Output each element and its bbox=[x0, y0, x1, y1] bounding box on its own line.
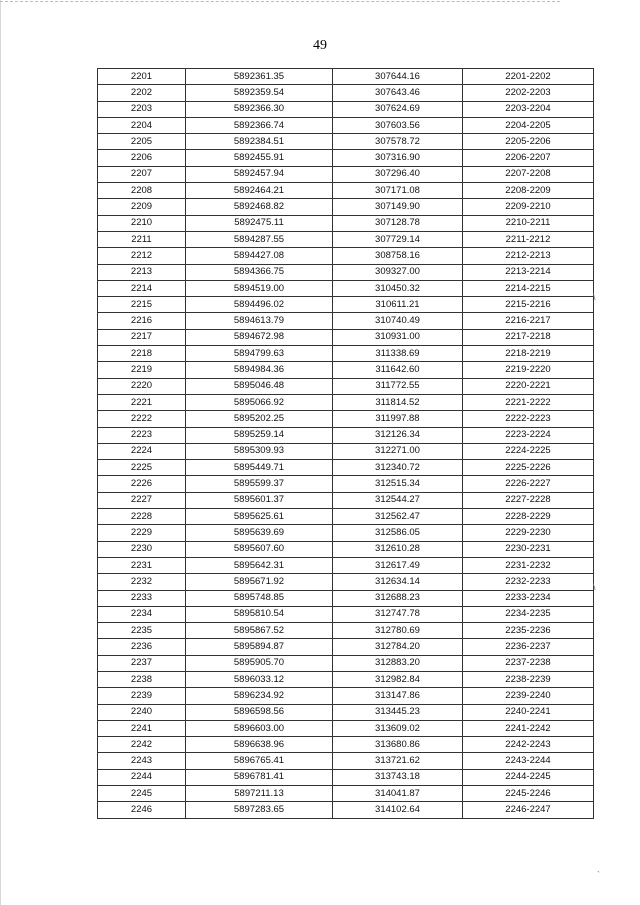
x-coordinate-cell: 5896234.92 bbox=[186, 688, 333, 704]
table-row bbox=[98, 215, 594, 231]
table-body bbox=[98, 69, 594, 819]
segment-cell: 2202-2203 bbox=[463, 85, 594, 101]
x-coordinate-cell: 5892455.91 bbox=[186, 150, 333, 166]
x-coordinate-cell: 5894519.00 bbox=[186, 280, 333, 296]
x-coordinate-cell: 5895046.48 bbox=[186, 378, 333, 394]
y-coordinate-cell: 311997.88 bbox=[333, 411, 463, 427]
y-coordinate-cell: 311338.69 bbox=[333, 346, 463, 362]
y-coordinate-cell: 311642.60 bbox=[333, 362, 463, 378]
point-number-cell: 2217 bbox=[98, 329, 186, 345]
x-coordinate-cell: 5894366.75 bbox=[186, 264, 333, 280]
segment-cell: 2214-2215 bbox=[463, 280, 594, 296]
segment-cell: 2228-2229 bbox=[463, 509, 594, 525]
table-row bbox=[98, 297, 594, 313]
x-coordinate-cell: 5894496.02 bbox=[186, 297, 333, 313]
y-coordinate-cell: 310450.32 bbox=[333, 280, 463, 296]
x-coordinate-cell: 5892366.30 bbox=[186, 101, 333, 117]
point-number-cell: 2230 bbox=[98, 541, 186, 557]
point-number-cell: 2246 bbox=[98, 802, 186, 818]
x-coordinate-cell: 5892361.35 bbox=[186, 69, 333, 85]
y-coordinate-cell: 307296.40 bbox=[333, 166, 463, 182]
segment-cell: 2237-2238 bbox=[463, 655, 594, 671]
point-number-cell: 2211 bbox=[98, 231, 186, 247]
point-number-cell: 2203 bbox=[98, 101, 186, 117]
segment-cell: 2208-2209 bbox=[463, 183, 594, 199]
point-number-cell: 2237 bbox=[98, 655, 186, 671]
table-row bbox=[98, 574, 594, 590]
y-coordinate-cell: 307729.14 bbox=[333, 231, 463, 247]
table-row bbox=[98, 166, 594, 182]
y-coordinate-cell: 312610.28 bbox=[333, 541, 463, 557]
x-coordinate-cell: 5895601.37 bbox=[186, 492, 333, 508]
y-coordinate-cell: 313721.62 bbox=[333, 753, 463, 769]
table-row bbox=[98, 378, 594, 394]
y-coordinate-cell: 314041.87 bbox=[333, 786, 463, 802]
y-coordinate-cell: 307578.72 bbox=[333, 134, 463, 150]
y-coordinate-cell: 309327.00 bbox=[333, 264, 463, 280]
y-coordinate-cell: 312780.69 bbox=[333, 623, 463, 639]
point-number-cell: 2227 bbox=[98, 492, 186, 508]
scan-mark: \ bbox=[593, 292, 596, 302]
x-coordinate-cell: 5895867.52 bbox=[186, 623, 333, 639]
point-number-cell: 2241 bbox=[98, 720, 186, 736]
segment-cell: 2239-2240 bbox=[463, 688, 594, 704]
table-row bbox=[98, 150, 594, 166]
y-coordinate-cell: 307643.46 bbox=[333, 85, 463, 101]
table-row bbox=[98, 264, 594, 280]
scan-mark: ` bbox=[597, 870, 600, 880]
x-coordinate-cell: 5895066.92 bbox=[186, 394, 333, 410]
point-number-cell: 2242 bbox=[98, 737, 186, 753]
y-coordinate-cell: 312784.20 bbox=[333, 639, 463, 655]
x-coordinate-cell: 5892468.82 bbox=[186, 199, 333, 215]
point-number-cell: 2244 bbox=[98, 769, 186, 785]
y-coordinate-cell: 313743.18 bbox=[333, 769, 463, 785]
table-row bbox=[98, 639, 594, 655]
segment-cell: 2220-2221 bbox=[463, 378, 594, 394]
segment-cell: 2211-2212 bbox=[463, 231, 594, 247]
point-number-cell: 2212 bbox=[98, 248, 186, 264]
table-row bbox=[98, 737, 594, 753]
table-row bbox=[98, 346, 594, 362]
table-row bbox=[98, 655, 594, 671]
point-number-cell: 2238 bbox=[98, 671, 186, 687]
y-coordinate-cell: 312544.27 bbox=[333, 492, 463, 508]
point-number-cell: 2229 bbox=[98, 525, 186, 541]
segment-cell: 2232-2233 bbox=[463, 574, 594, 590]
segment-cell: 2205-2206 bbox=[463, 134, 594, 150]
point-number-cell: 2222 bbox=[98, 411, 186, 427]
y-coordinate-cell: 312634.14 bbox=[333, 574, 463, 590]
point-number-cell: 2207 bbox=[98, 166, 186, 182]
x-coordinate-cell: 5896781.41 bbox=[186, 769, 333, 785]
x-coordinate-cell: 5892359.54 bbox=[186, 85, 333, 101]
segment-cell: 2215-2216 bbox=[463, 297, 594, 313]
x-coordinate-cell: 5892384.51 bbox=[186, 134, 333, 150]
y-coordinate-cell: 307603.56 bbox=[333, 117, 463, 133]
segment-cell: 2226-2227 bbox=[463, 476, 594, 492]
x-coordinate-cell: 5895259.14 bbox=[186, 427, 333, 443]
point-number-cell: 2216 bbox=[98, 313, 186, 329]
point-number-cell: 2209 bbox=[98, 199, 186, 215]
segment-cell: 2230-2231 bbox=[463, 541, 594, 557]
y-coordinate-cell: 307624.69 bbox=[333, 101, 463, 117]
point-number-cell: 2220 bbox=[98, 378, 186, 394]
point-number-cell: 2223 bbox=[98, 427, 186, 443]
segment-cell: 2201-2202 bbox=[463, 69, 594, 85]
point-number-cell: 2233 bbox=[98, 590, 186, 606]
y-coordinate-cell: 310931.00 bbox=[333, 329, 463, 345]
point-number-cell: 2219 bbox=[98, 362, 186, 378]
table-row bbox=[98, 541, 594, 557]
table-row bbox=[98, 492, 594, 508]
y-coordinate-cell: 311814.52 bbox=[333, 394, 463, 410]
x-coordinate-cell: 5895748.85 bbox=[186, 590, 333, 606]
y-coordinate-cell: 313445.23 bbox=[333, 704, 463, 720]
table-row bbox=[98, 688, 594, 704]
segment-cell: 2207-2208 bbox=[463, 166, 594, 182]
point-number-cell: 2224 bbox=[98, 443, 186, 459]
x-coordinate-cell: 5896033.12 bbox=[186, 671, 333, 687]
table-row bbox=[98, 248, 594, 264]
y-coordinate-cell: 313609.02 bbox=[333, 720, 463, 736]
table-row bbox=[98, 231, 594, 247]
table-row bbox=[98, 769, 594, 785]
segment-cell: 2229-2230 bbox=[463, 525, 594, 541]
x-coordinate-cell: 5895639.69 bbox=[186, 525, 333, 541]
segment-cell: 2238-2239 bbox=[463, 671, 594, 687]
segment-cell: 2241-2242 bbox=[463, 720, 594, 736]
segment-cell: 2219-2220 bbox=[463, 362, 594, 378]
x-coordinate-cell: 5895607.60 bbox=[186, 541, 333, 557]
point-number-cell: 2201 bbox=[98, 69, 186, 85]
x-coordinate-cell: 5892457.94 bbox=[186, 166, 333, 182]
y-coordinate-cell: 308758.16 bbox=[333, 248, 463, 264]
table-row bbox=[98, 509, 594, 525]
x-coordinate-cell: 5895202.25 bbox=[186, 411, 333, 427]
point-number-cell: 2232 bbox=[98, 574, 186, 590]
point-number-cell: 2202 bbox=[98, 85, 186, 101]
segment-cell: 2206-2207 bbox=[463, 150, 594, 166]
table-row bbox=[98, 525, 594, 541]
segment-cell: 2235-2236 bbox=[463, 623, 594, 639]
segment-cell: 2225-2226 bbox=[463, 460, 594, 476]
point-number-cell: 2214 bbox=[98, 280, 186, 296]
y-coordinate-cell: 307128.78 bbox=[333, 215, 463, 231]
table-row bbox=[98, 786, 594, 802]
table-row bbox=[98, 427, 594, 443]
y-coordinate-cell: 312883.20 bbox=[333, 655, 463, 671]
table-row bbox=[98, 394, 594, 410]
y-coordinate-cell: 307644.16 bbox=[333, 69, 463, 85]
segment-cell: 2243-2244 bbox=[463, 753, 594, 769]
segment-cell: 2234-2235 bbox=[463, 606, 594, 622]
point-number-cell: 2215 bbox=[98, 297, 186, 313]
point-number-cell: 2210 bbox=[98, 215, 186, 231]
table-row bbox=[98, 85, 594, 101]
segment-cell: 2210-2211 bbox=[463, 215, 594, 231]
point-number-cell: 2225 bbox=[98, 460, 186, 476]
point-number-cell: 2218 bbox=[98, 346, 186, 362]
segment-cell: 2216-2217 bbox=[463, 313, 594, 329]
point-number-cell: 2231 bbox=[98, 557, 186, 573]
point-number-cell: 2245 bbox=[98, 786, 186, 802]
segment-cell: 2240-2241 bbox=[463, 704, 594, 720]
point-number-cell: 2243 bbox=[98, 753, 186, 769]
x-coordinate-cell: 5895599.37 bbox=[186, 476, 333, 492]
point-number-cell: 2221 bbox=[98, 394, 186, 410]
segment-cell: 2242-2243 bbox=[463, 737, 594, 753]
segment-cell: 2217-2218 bbox=[463, 329, 594, 345]
table-row bbox=[98, 101, 594, 117]
segment-cell: 2233-2234 bbox=[463, 590, 594, 606]
y-coordinate-cell: 312586.05 bbox=[333, 525, 463, 541]
x-coordinate-cell: 5897283.65 bbox=[186, 802, 333, 818]
x-coordinate-cell: 5894984.36 bbox=[186, 362, 333, 378]
y-coordinate-cell: 312688.23 bbox=[333, 590, 463, 606]
y-coordinate-cell: 307316.90 bbox=[333, 150, 463, 166]
table-row bbox=[98, 117, 594, 133]
x-coordinate-cell: 5895309.93 bbox=[186, 443, 333, 459]
point-number-cell: 2235 bbox=[98, 623, 186, 639]
point-number-cell: 2234 bbox=[98, 606, 186, 622]
x-coordinate-cell: 5895894.87 bbox=[186, 639, 333, 655]
y-coordinate-cell: 313147.86 bbox=[333, 688, 463, 704]
table-row bbox=[98, 280, 594, 296]
y-coordinate-cell: 312126.34 bbox=[333, 427, 463, 443]
point-number-cell: 2213 bbox=[98, 264, 186, 280]
y-coordinate-cell: 312982.84 bbox=[333, 671, 463, 687]
y-coordinate-cell: 312562.47 bbox=[333, 509, 463, 525]
table-row bbox=[98, 671, 594, 687]
y-coordinate-cell: 307171.08 bbox=[333, 183, 463, 199]
scan-mark: \ bbox=[593, 582, 596, 592]
x-coordinate-cell: 5895905.70 bbox=[186, 655, 333, 671]
x-coordinate-cell: 5894613.79 bbox=[186, 313, 333, 329]
point-number-cell: 2208 bbox=[98, 183, 186, 199]
segment-cell: 2224-2225 bbox=[463, 443, 594, 459]
table-row bbox=[98, 69, 594, 85]
segment-cell: 2209-2210 bbox=[463, 199, 594, 215]
segment-cell: 2213-2214 bbox=[463, 264, 594, 280]
table-row bbox=[98, 460, 594, 476]
y-coordinate-cell: 314102.64 bbox=[333, 802, 463, 818]
table-row bbox=[98, 802, 594, 818]
x-coordinate-cell: 5892366.74 bbox=[186, 117, 333, 133]
y-coordinate-cell: 312747.78 bbox=[333, 606, 463, 622]
x-coordinate-cell: 5892475.11 bbox=[186, 215, 333, 231]
y-coordinate-cell: 311772.55 bbox=[333, 378, 463, 394]
x-coordinate-cell: 5895810.54 bbox=[186, 606, 333, 622]
table-row bbox=[98, 476, 594, 492]
x-coordinate-cell: 5896765.41 bbox=[186, 753, 333, 769]
x-coordinate-cell: 5896598.56 bbox=[186, 704, 333, 720]
x-coordinate-cell: 5895625.61 bbox=[186, 509, 333, 525]
table-row bbox=[98, 329, 594, 345]
y-coordinate-cell: 310740.49 bbox=[333, 313, 463, 329]
x-coordinate-cell: 5896603.00 bbox=[186, 720, 333, 736]
point-number-cell: 2240 bbox=[98, 704, 186, 720]
segment-cell: 2218-2219 bbox=[463, 346, 594, 362]
y-coordinate-cell: 307149.90 bbox=[333, 199, 463, 215]
point-number-cell: 2205 bbox=[98, 134, 186, 150]
table-row bbox=[98, 623, 594, 639]
table-row bbox=[98, 720, 594, 736]
table-row bbox=[98, 134, 594, 150]
x-coordinate-cell: 5895642.31 bbox=[186, 557, 333, 573]
y-coordinate-cell: 310611.21 bbox=[333, 297, 463, 313]
top-scan-line bbox=[0, 1, 560, 2]
table-row bbox=[98, 183, 594, 199]
table-row bbox=[98, 199, 594, 215]
coordinates-table bbox=[97, 68, 594, 819]
table-row bbox=[98, 557, 594, 573]
segment-cell: 2203-2204 bbox=[463, 101, 594, 117]
table-row bbox=[98, 362, 594, 378]
table-row bbox=[98, 411, 594, 427]
segment-cell: 2227-2228 bbox=[463, 492, 594, 508]
segment-cell: 2223-2224 bbox=[463, 427, 594, 443]
point-number-cell: 2239 bbox=[98, 688, 186, 704]
table-row bbox=[98, 443, 594, 459]
table-row bbox=[98, 753, 594, 769]
point-number-cell: 2236 bbox=[98, 639, 186, 655]
x-coordinate-cell: 5894287.55 bbox=[186, 231, 333, 247]
segment-cell: 2231-2232 bbox=[463, 557, 594, 573]
point-number-cell: 2228 bbox=[98, 509, 186, 525]
segment-cell: 2204-2205 bbox=[463, 117, 594, 133]
y-coordinate-cell: 312271.00 bbox=[333, 443, 463, 459]
point-number-cell: 2204 bbox=[98, 117, 186, 133]
x-coordinate-cell: 5896638.96 bbox=[186, 737, 333, 753]
segment-cell: 2212-2213 bbox=[463, 248, 594, 264]
x-coordinate-cell: 5895449.71 bbox=[186, 460, 333, 476]
page-number: 49 bbox=[313, 38, 327, 53]
x-coordinate-cell: 5894672.98 bbox=[186, 329, 333, 345]
table-row bbox=[98, 704, 594, 720]
point-number-cell: 2226 bbox=[98, 476, 186, 492]
segment-cell: 2222-2223 bbox=[463, 411, 594, 427]
table-row bbox=[98, 590, 594, 606]
segment-cell: 2246-2247 bbox=[463, 802, 594, 818]
page-edge bbox=[0, 0, 1, 905]
x-coordinate-cell: 5894799.63 bbox=[186, 346, 333, 362]
table-row bbox=[98, 313, 594, 329]
point-number-cell: 2206 bbox=[98, 150, 186, 166]
segment-cell: 2244-2245 bbox=[463, 769, 594, 785]
y-coordinate-cell: 312340.72 bbox=[333, 460, 463, 476]
x-coordinate-cell: 5897211.13 bbox=[186, 786, 333, 802]
segment-cell: 2245-2246 bbox=[463, 786, 594, 802]
x-coordinate-cell: 5892464.21 bbox=[186, 183, 333, 199]
y-coordinate-cell: 312617.49 bbox=[333, 557, 463, 573]
segment-cell: 2221-2222 bbox=[463, 394, 594, 410]
table-row bbox=[98, 606, 594, 622]
y-coordinate-cell: 313680.86 bbox=[333, 737, 463, 753]
x-coordinate-cell: 5894427.08 bbox=[186, 248, 333, 264]
x-coordinate-cell: 5895671.92 bbox=[186, 574, 333, 590]
segment-cell: 2236-2237 bbox=[463, 639, 594, 655]
y-coordinate-cell: 312515.34 bbox=[333, 476, 463, 492]
